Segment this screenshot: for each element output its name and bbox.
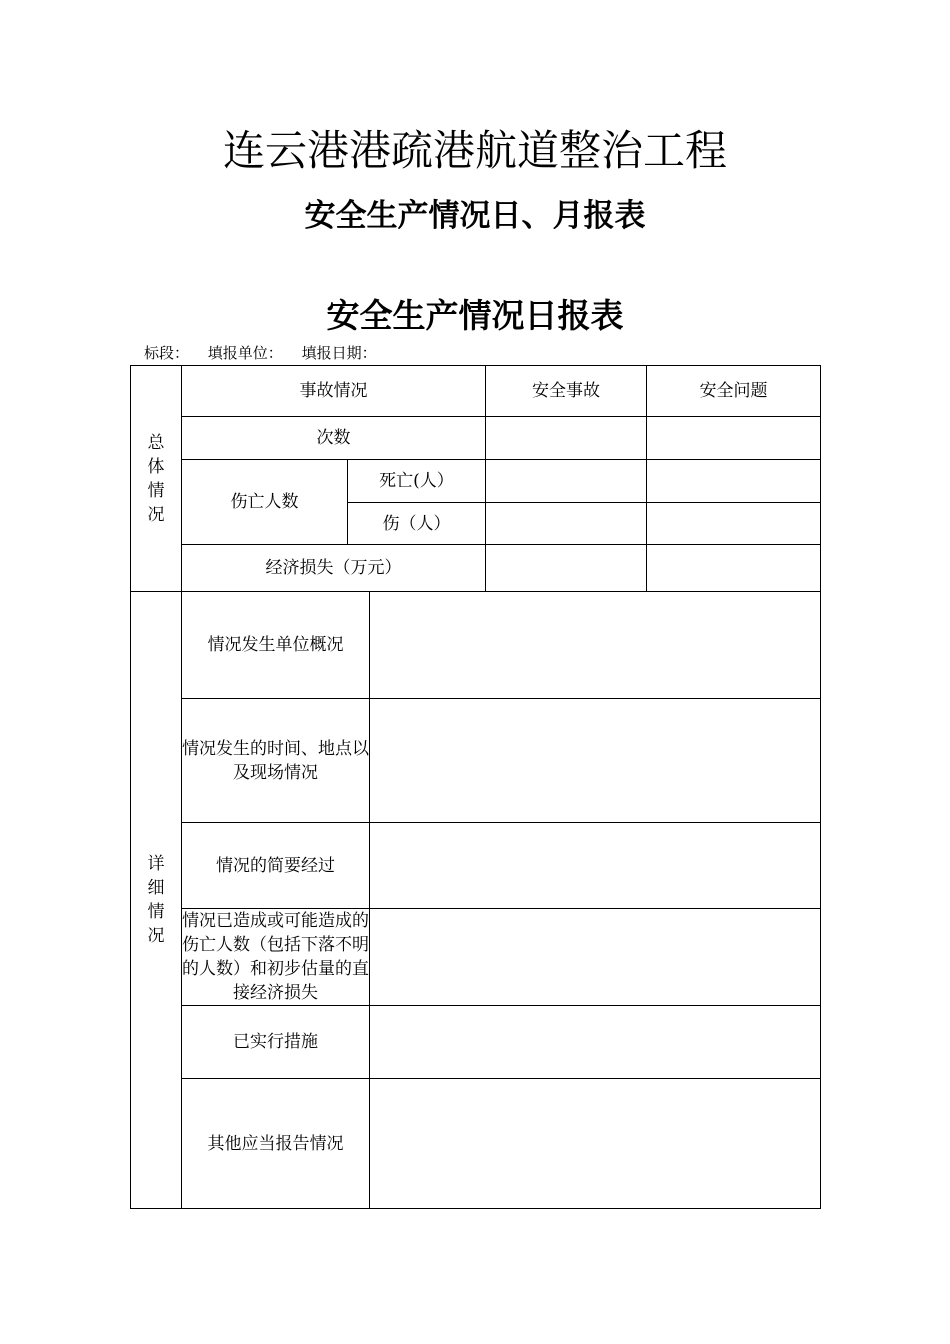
death-label: 死亡(人） [348,460,486,503]
overall-side-label [131,366,182,592]
header-safety-problem: 安全问题 [647,366,821,417]
detail-side-text: 详 细 情 况 [147,854,165,946]
loss-label: 经济损失（万元） [182,545,486,592]
form-meta [144,343,391,363]
date-label: 填报日期： [301,344,377,362]
detail-row-label: 其他应当报告情况 [182,1079,370,1209]
casualties-label: 伤亡人数 [182,460,348,545]
injured-accident-cell[interactable] [486,503,647,545]
death-accident-cell[interactable] [486,460,647,503]
loss-accident-cell[interactable] [486,545,647,592]
header-safety-accident: 安全事故 [486,366,647,417]
times-problem-cell[interactable] [647,417,821,460]
times-accident-cell[interactable] [486,417,647,460]
overall-table [130,365,821,592]
project-title: 连云港港疏港航道整治工程 [222,126,727,175]
detail-row-input[interactable] [370,699,821,823]
detail-table [130,591,821,1209]
loss-problem-cell[interactable] [647,545,821,592]
unit-label: 填报单位： [207,344,283,362]
report-title: 安全生产情况日、月报表 [304,198,646,234]
detail-row-label: 情况已造成或可能造成的伤亡人数（包括下落不明的人数）和初步估量的直接经济损失 [182,909,370,1006]
detail-row-input[interactable] [370,1006,821,1079]
injured-problem-cell[interactable] [647,503,821,545]
detail-row-input[interactable] [370,909,821,1006]
detail-row-input[interactable] [370,592,821,699]
detail-row-label: 情况的简要经过 [182,823,370,909]
overall-side-text: 总 体 情 况 [147,432,165,525]
death-problem-cell[interactable] [647,460,821,503]
injured-label: 伤（人） [348,503,486,545]
detail-side-label [131,592,182,1209]
detail-row-input[interactable] [370,823,821,909]
detail-row-label: 已实行措施 [182,1006,370,1079]
daily-report-title: 安全生产情况日报表 [326,296,624,335]
header-accident-status: 事故情况 [182,366,486,417]
detail-row-label: 情况发生的时间、地点以及现场情况 [182,699,370,823]
detail-row-input[interactable] [370,1079,821,1209]
detail-row-label: 情况发生单位概况 [182,592,370,699]
section-label: 标段： [144,344,190,362]
row-times-label: 次数 [182,417,486,460]
